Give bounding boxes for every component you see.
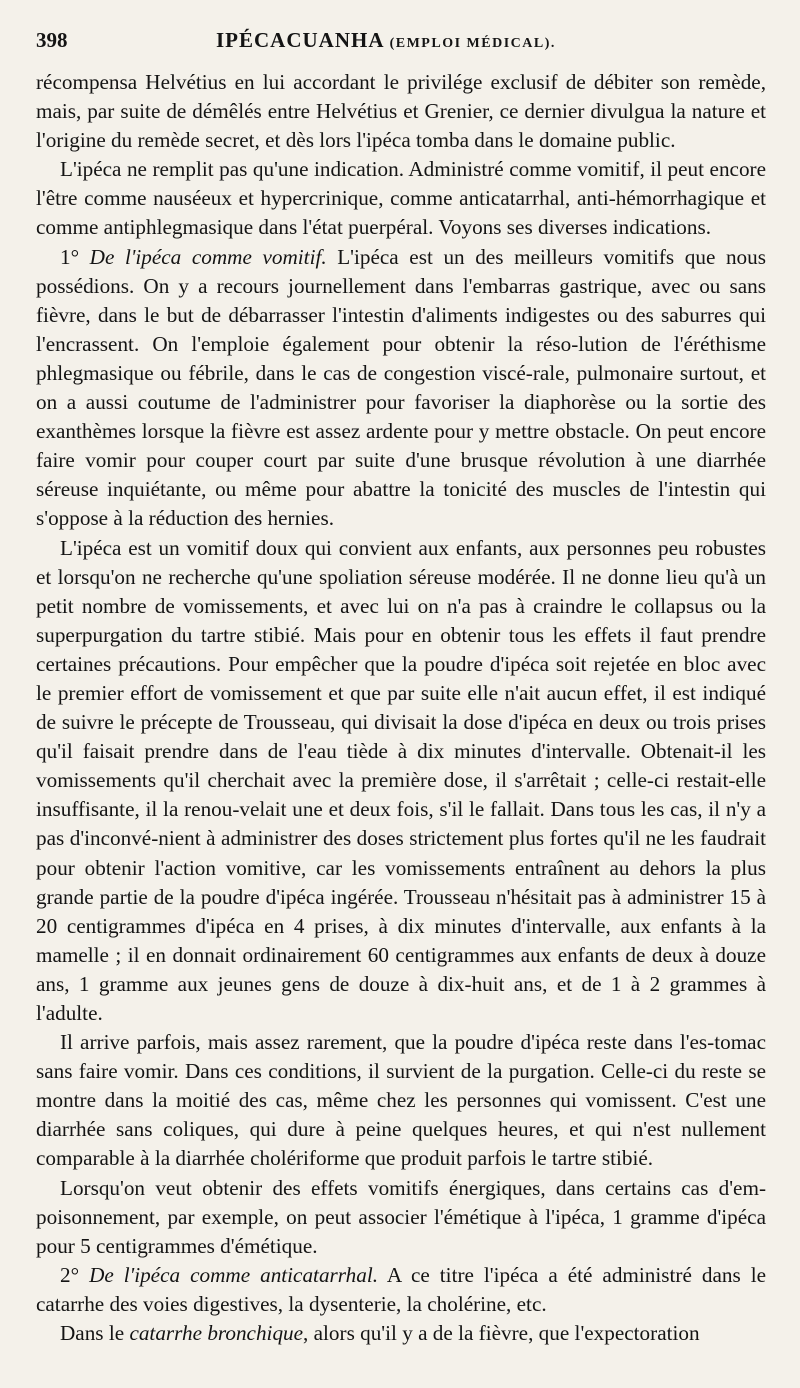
- paragraph: Dans le catarrhe bronchique, alors qu'il y a de la fièvre, que l'expectoration: [60, 1321, 700, 1346]
- page-header: [36, 28, 766, 68]
- running-title-main: IPÉCACUANHA: [216, 28, 384, 52]
- section-heading: De l'ipéca comme vomitif.: [89, 244, 327, 269]
- paragraph: Il arrive parfois, mais assez rarement, que la poudre d'ipéca reste dans l'es-tomac sans faire vomir. Dans ces conditions, il survient de la purgation. Celle-ci du reste se montre dans la moitié des cas, même chez les personnes qui vomissent. C'est une diarrhée sans coliques, qui dure à peine quelques heures, et qui n'est nullement comparable à la diarrhée cholériforme que produit parfois le tartre stibié.: [36, 1030, 766, 1171]
- page-number: 398: [36, 28, 68, 52]
- section-number: 2°: [60, 1262, 90, 1287]
- paragraph: Lorsqu'on veut obtenir des effets vomitifs énergiques, dans certains cas d'em-poisonnement, par exemple, on peut associer l'émétique à l'ipéca, 1 gramme d'ipéca pour 5 centigrammes d'émétique.: [36, 1175, 766, 1258]
- paragraph: L'ipéca est un vomitif doux qui convient aux enfants, aux personnes peu robustes et lorsqu'on ne recherche qu'une spoliation séreuse modérée. Il ne donne lieu qu'à un petit nombre de vomissements, et avec lui on n'a pas à craindre le collapsus ou la superpurgation du tartre stibié. Mais pour en obtenir tous les effets il faut prendre certaines précautions. Pour empêcher que la poudre d'ipéca soit rejetée en bloc avec le premier effort de vomissement et que par suite elle n'ait aucun effet, il est indiqué de suivre le précepte de Trousseau, qui divisait la dose d'ipéca en deux ou trois prises qu'il faisait prendre dans de l'eau tiède à dix minutes d'intervalle. Obtenait-il les vomissements qu'il cherchait avec la première dose, il s'arrêtait ; celle-ci restait-elle insuffisante, il la renou-velait une et deux fois, s'il le fallait. Dans tous les cas, il n'y a pas d'inconvé-nient à administrer des doses strictement plus fortes qu'il ne les faudrait pour obtenir l'action vomitive, car les vomissements entraînent au dehors la plus grande partie de la poudre d'ipéca ingérée. Trousseau n'hésitait pas à administrer 15 à 20 centigrammes d'ipéca en 4 prises, à dix minutes d'intervalle, aux enfants à la mamelle ; il en donnait ordinairement 60 centigrammes aux enfants de deux à douze ans, 1 gramme aux jeunes gens de douze à dix-huit ans, et de 1 à 2 grammes à l'adulte.: [36, 535, 766, 1025]
- running-title-sub: (EMPLOI MÉDICAL).: [389, 36, 556, 51]
- paragraph: récompensa Helvétius en lui accordant le privilége exclusif de débiter son remède, mais, par suite de démêlés entre Helvétius et Grenier, ce dernier divulgua la nature et l'origine du remède secret, et dès lors l'ipéca tomba dans le domaine public.: [36, 70, 766, 153]
- italic-term: catarrhe bronchique: [129, 1321, 304, 1346]
- section-number: 1°: [60, 244, 90, 269]
- paragraph: L'ipéca ne remplit pas qu'une indication. Administré comme vomitif, il peut encore l'être comme nauséeux et hypercrinique, comme anticatarrhal, anti-hémorrhagique et comme antiphlegmasique dans l'état puerpéral. Voyons ses diverses indications.: [36, 157, 766, 240]
- running-title: [216, 28, 556, 53]
- section-heading: De l'ipéca comme anticatarrhal.: [89, 1262, 379, 1287]
- paragraph-section-2: 2° De l'ipéca comme anticatarrhal. A ce titre l'ipéca a été administré dans le catarrhe des voies digestives, la dysenterie, la cholérine, etc.: [36, 1262, 766, 1316]
- body-text: [36, 68, 766, 1348]
- paragraph-section-1: 1° De l'ipéca comme vomitif. L'ipéca est un des meilleurs vomitifs que nous possédions. On y a recours journellement dans l'embarras gastrique, avec ou sans fièvre, dans le but de débarrasser l'intestin d'aliments indigestes ou des saburres qui l'encrassent. On l'emploie également pour obtenir la réso-lution de l'éréthisme phlegmasique ou fébrile, dans le cas de congestion viscé-rale, pulmonaire surtout, et on a aussi coutume de l'administrer pour favoriser la diaphorèse ou la sortie des exanthèmes lorsque la fièvre est assez ardente pour y mettre obstacle. On peut encore faire vomir pour couper court par suite d'une brusque révolution à une diarrhée séreuse inquiétante, ou même pour abattre la tonicité des muscles de l'intestin qui s'oppose à la réduction des hernies.: [36, 244, 766, 531]
